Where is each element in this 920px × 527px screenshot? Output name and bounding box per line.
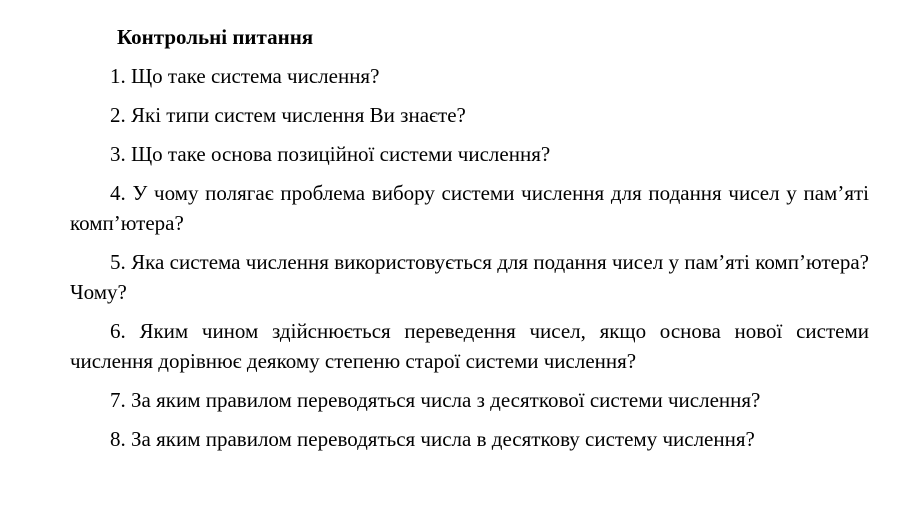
question-item-8: 8. За яким правилом переводяться числа в десяткову систему числення? [110, 427, 755, 451]
section-heading: Контрольні питання [117, 25, 314, 49]
questions-list [70, 61, 869, 463]
question-item-2: 2. Які типи систем числення Ви знаєте? [110, 103, 466, 127]
question-item-1: 1. Що таке система числення? [110, 64, 380, 88]
question-item-5: 5. Яка система числення використовується для подання чисел у пам’яті комп’ютера? Чому? [70, 250, 869, 304]
question-item-4: 4. У чому полягає проблема вибору системи числення для подання чисел у пам’яті комп’ютера? [70, 181, 869, 235]
question-item-3: 3. Що таке основа позиційної системи числення? [110, 142, 551, 166]
question-item-6: 6. Яким чином здійснюється переведення чисел, якщо основа нової системи числення дорівнює деякому степеню старої системи числення? [70, 319, 869, 373]
question-item-7: 7. За яким правилом переводяться числа з десяткової системи числення? [110, 388, 761, 412]
